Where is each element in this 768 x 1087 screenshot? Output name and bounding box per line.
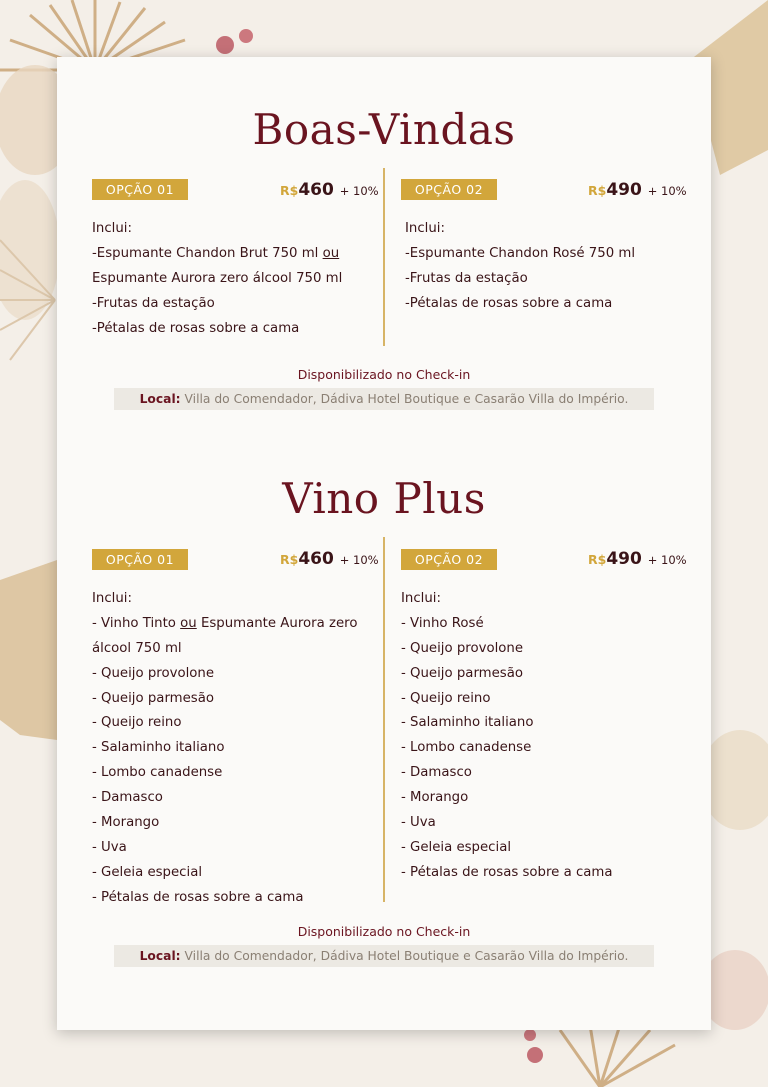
location-label: Local: (139, 949, 181, 963)
list-item: - Queijo provolone (92, 665, 215, 681)
list-item: - Pétalas de rosas sobre a cama (92, 889, 304, 905)
price-value: 490 (606, 180, 642, 200)
list-item: - Damasco (92, 790, 163, 806)
price-surcharge: + 10% (647, 553, 687, 567)
location-text: Villa do Comendador, Dádiva Hotel Boutique e Casarão Villa do Império. (184, 392, 629, 406)
option-price (280, 549, 379, 569)
list-item: - Geleia especial (92, 864, 203, 880)
berry-icon (524, 1029, 536, 1041)
list-item: - Uva (92, 839, 127, 855)
price-value: 460 (298, 180, 334, 200)
location-bar (114, 388, 654, 410)
list-item: - Morango (401, 790, 469, 806)
list-item: álcool 750 ml (92, 640, 182, 656)
menu-card (57, 57, 711, 1030)
price-value: 490 (606, 549, 642, 569)
location-bar (114, 945, 654, 967)
availability-note: Disponibilizado no Check-in (297, 367, 471, 382)
berry-icon (216, 36, 234, 54)
list-item: - Lombo canadense (92, 765, 223, 781)
option-badge: OPÇÃO 01 (92, 549, 188, 570)
currency-symbol: R$ (280, 183, 299, 198)
option-price (588, 180, 687, 200)
berry-icon (527, 1047, 543, 1063)
list-item: Espumante Aurora zero álcool 750 ml (92, 270, 343, 286)
option-badge: OPÇÃO 02 (401, 179, 497, 200)
price-surcharge: + 10% (339, 184, 379, 198)
option-items-list (92, 217, 342, 341)
price-surcharge: + 10% (647, 184, 687, 198)
location-text: Villa do Comendador, Dádiva Hotel Boutique e Casarão Villa do Império. (184, 949, 629, 963)
availability-note: Disponibilizado no Check-in (297, 924, 471, 939)
list-item: - Damasco (401, 765, 472, 781)
list-item: Inclui: (405, 221, 445, 236)
option-items-list (92, 587, 357, 911)
list-item: Inclui: (92, 591, 132, 606)
option-items-list (405, 217, 635, 317)
currency-symbol: R$ (280, 552, 299, 567)
price-value: 460 (298, 549, 334, 569)
list-item: - Queijo parmesão (401, 665, 524, 681)
list-item: -Frutas da estação (92, 295, 215, 311)
list-item: Inclui: (92, 221, 132, 236)
list-item: - Pétalas de rosas sobre a cama (401, 864, 613, 880)
location-label: Local: (139, 392, 181, 406)
list-item: - Morango (92, 815, 160, 831)
column-divider (383, 168, 385, 346)
list-item: - Vinho Rosé (401, 615, 484, 631)
option-price (280, 180, 379, 200)
section-title-vino-plus: Vino Plus (282, 474, 486, 523)
list-item: - Salaminho italiano (401, 715, 534, 731)
section-title-boas-vindas: Boas-Vindas (252, 105, 516, 154)
list-item: -Frutas da estação (405, 270, 528, 286)
berry-icon (239, 29, 253, 43)
list-item: -Pétalas de rosas sobre a cama (405, 295, 613, 311)
currency-symbol: R$ (588, 183, 607, 198)
option-items-list (401, 587, 613, 886)
currency-symbol: R$ (588, 552, 607, 567)
option-price (588, 549, 687, 569)
column-divider (383, 537, 385, 902)
option-badge: OPÇÃO 02 (401, 549, 497, 570)
list-item: -Espumante Chandon Rosé 750 ml (405, 245, 636, 261)
list-item: -Espumante Chandon Brut 750 ml ou (92, 245, 340, 261)
list-item: - Queijo reino (92, 715, 182, 731)
price-surcharge: + 10% (339, 553, 379, 567)
list-item: Inclui: (401, 591, 441, 606)
list-item: - Vinho Tinto ou Espumante Aurora zero (92, 615, 358, 631)
option-badge: OPÇÃO 01 (92, 179, 188, 200)
list-item: - Queijo provolone (401, 640, 524, 656)
list-item: - Lombo canadense (401, 740, 532, 756)
list-item: - Salaminho italiano (92, 740, 225, 756)
list-item: -Pétalas de rosas sobre a cama (92, 320, 300, 336)
list-item: - Queijo reino (401, 690, 491, 706)
list-item: - Queijo parmesão (92, 690, 215, 706)
list-item: - Uva (401, 815, 436, 831)
list-item: - Geleia especial (401, 839, 512, 855)
